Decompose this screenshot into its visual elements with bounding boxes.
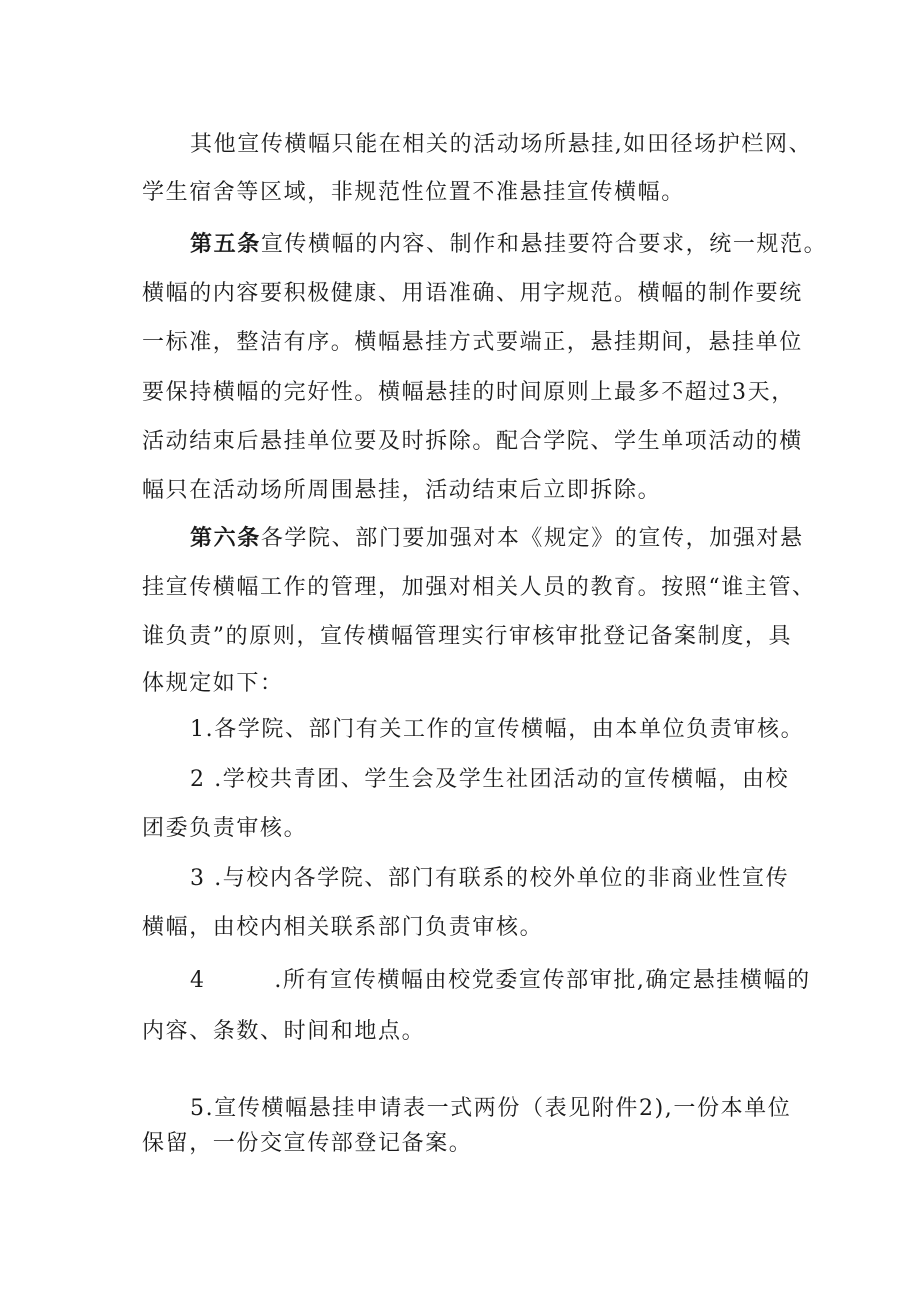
text-line: 保留，一份交宣传部登记备案。	[142, 1131, 473, 1156]
article-5-first-line	[190, 229, 828, 260]
list-item: 4 .所有宣传横幅由校党委宣传部审批,确定悬挂横幅的	[190, 968, 811, 993]
text-line: 活动结束后悬挂单位要及时拆除。配合学院、学生单项活动的横	[142, 429, 803, 454]
text-line: 内容、条数、时间和地点。	[142, 1019, 426, 1044]
text-line: 其他宣传横幅只能在相关的活动场所悬挂,如田径场护栏网、	[190, 132, 813, 157]
text-line: 横幅，由校内相关联系部门负责审核。	[142, 915, 544, 940]
list-item: 1.各学院、部门有关工作的宣传横幅，由本单位负责审核。	[190, 717, 805, 742]
text-line: 挂宣传横幅工作的管理，加强对相关人员的教育。按照“谁主管、	[142, 575, 816, 600]
list-item: 5.宣传横幅悬挂申请表一式两份（表见附件2),一份本单位	[190, 1096, 792, 1121]
text-line: 一标准，整洁有序。横幅悬挂方式要端正，悬挂期间，悬挂单位	[142, 330, 803, 355]
text-line: 谁负责”的原则，宣传横幅管理实行审核审批登记备案制度，具	[142, 624, 793, 649]
text-line: 要保持横幅的完好性。横幅悬挂的时间原则上最多不超过3天，	[142, 380, 795, 405]
text-line: 横幅的内容要积极健康、用语准确、用字规范。横幅的制作要统	[142, 281, 803, 306]
text-line: 体规定如下：	[142, 671, 284, 696]
text-line: 学生宿舍等区域，非规范性位置不准悬挂宣传横幅。	[142, 180, 685, 205]
text-line: 幅只在活动场所周围悬挂，活动结束后立即拆除。	[142, 478, 662, 503]
list-item: 2 .学校共青团、学生会及学生社团活动的宣传横幅，由校	[190, 767, 790, 792]
article-5-heading: 第五条	[190, 231, 261, 257]
article-6-first-line	[190, 523, 807, 554]
article-6-heading: 第六条	[190, 525, 261, 551]
list-item: 3 .与校内各学院、部门有联系的校外单位的非商业性宣传	[190, 866, 790, 891]
text-line: 各学院、部门要加强对本《规定》的宣传，加强对悬	[260, 526, 804, 551]
text-line: 宣传横幅的内容、制作和悬挂要符合要求，统一规范。	[260, 232, 828, 257]
text-line: 团委负责审核。	[142, 816, 308, 841]
